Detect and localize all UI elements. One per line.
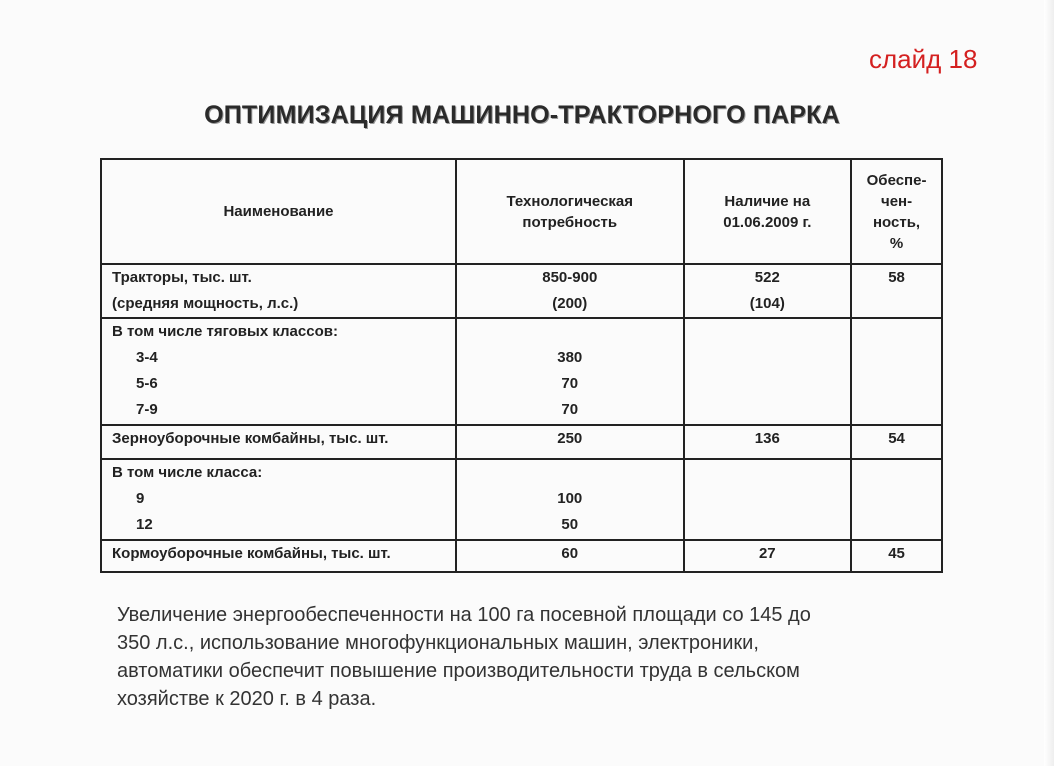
scan-edge-shadow <box>1044 0 1054 766</box>
row-label: Зерноуборочные комбайны, тыс. шт. <box>112 430 389 447</box>
subitem-label: 9 <box>136 490 145 507</box>
cell-name <box>101 540 456 572</box>
need-subvalue: (200) <box>552 295 588 312</box>
summary-line: 350 л.с., использование многофункциональных машин, электроники, <box>117 632 759 654</box>
row-label: Тракторы, тыс. шт. <box>112 269 252 286</box>
cell-pct <box>851 540 942 572</box>
header-have-line: 01.06.2009 г. <box>723 213 812 231</box>
pct-value: 45 <box>888 545 905 562</box>
cell-have <box>684 425 852 459</box>
pct-value: 58 <box>888 269 905 286</box>
header-pct <box>851 159 942 264</box>
header-have-line: Наличие на <box>724 192 811 210</box>
table-row-grain-combines <box>101 425 942 459</box>
row-label: В том числе тяговых классов: <box>112 323 338 340</box>
row-label: Кормоуборочные комбайны, тыс. шт. <box>112 545 391 562</box>
subitem-label: 5-6 <box>136 375 158 392</box>
page-title: ОПТИМИЗАЦИЯ МАШИННО-ТРАКТОРНОГО ПАРКА <box>204 101 840 129</box>
summary-line: автоматики обеспечит повышение производительности труда в сельском <box>117 660 800 682</box>
row-label: В том числе класса: <box>112 464 263 481</box>
cell-need <box>456 264 684 318</box>
header-have <box>684 159 852 264</box>
cell-have <box>684 264 852 318</box>
machinery-table <box>100 158 943 573</box>
header-need-line: потребность <box>522 213 618 231</box>
cell-name <box>101 264 456 318</box>
summary-line: Увеличение энергообеспеченности на 100 га посевной площади со 145 до <box>117 604 811 626</box>
have-subvalue: (104) <box>749 295 785 312</box>
table-row-grain-classes <box>101 459 942 540</box>
cell-need <box>456 540 684 572</box>
cell-need <box>456 459 684 540</box>
need-value: 250 <box>557 430 583 447</box>
header-name: Наименование <box>101 159 456 264</box>
subitem-label: 7-9 <box>136 401 158 418</box>
row-sublabel: (средняя мощность, л.с.) <box>112 295 299 312</box>
table-header-row <box>101 159 942 264</box>
summary-line: хозяйстве к 2020 г. в 4 раза. <box>117 688 377 710</box>
cell-pct <box>851 425 942 459</box>
cell-name <box>101 425 456 459</box>
table-row-forage-combines <box>101 540 942 572</box>
header-need <box>456 159 684 264</box>
table-row-tractors <box>101 264 942 318</box>
table-row-traction-classes <box>101 318 942 425</box>
need-value: 380 <box>557 349 583 366</box>
header-pct-line: ность, <box>873 213 921 231</box>
cell-need <box>456 425 684 459</box>
need-value: 100 <box>557 490 583 507</box>
cell-pct <box>851 459 942 540</box>
cell-have <box>684 318 852 425</box>
cell-need <box>456 318 684 425</box>
subitem-label: 3-4 <box>136 349 158 366</box>
have-value: 27 <box>758 545 776 562</box>
cell-name <box>101 318 456 425</box>
need-value: 70 <box>561 375 579 392</box>
need-value: 850-900 <box>542 269 598 286</box>
summary-paragraph <box>117 601 937 713</box>
header-need-line: Технологическая <box>506 192 634 210</box>
have-value: 136 <box>754 430 780 447</box>
pct-value: 54 <box>888 430 905 447</box>
cell-pct <box>851 264 942 318</box>
header-pct-line: Обеспе- <box>866 171 927 189</box>
subitem-label: 12 <box>136 516 153 533</box>
cell-have <box>684 540 852 572</box>
cell-have <box>684 459 852 540</box>
slide-number-label: слайд 18 <box>869 44 978 74</box>
cell-name <box>101 459 456 540</box>
need-value: 60 <box>561 545 579 562</box>
have-value: 522 <box>754 269 780 286</box>
header-pct-line: % <box>889 234 904 252</box>
need-value: 50 <box>561 516 579 533</box>
header-pct-line: чен- <box>881 192 913 210</box>
need-value: 70 <box>561 401 579 418</box>
cell-pct <box>851 318 942 425</box>
